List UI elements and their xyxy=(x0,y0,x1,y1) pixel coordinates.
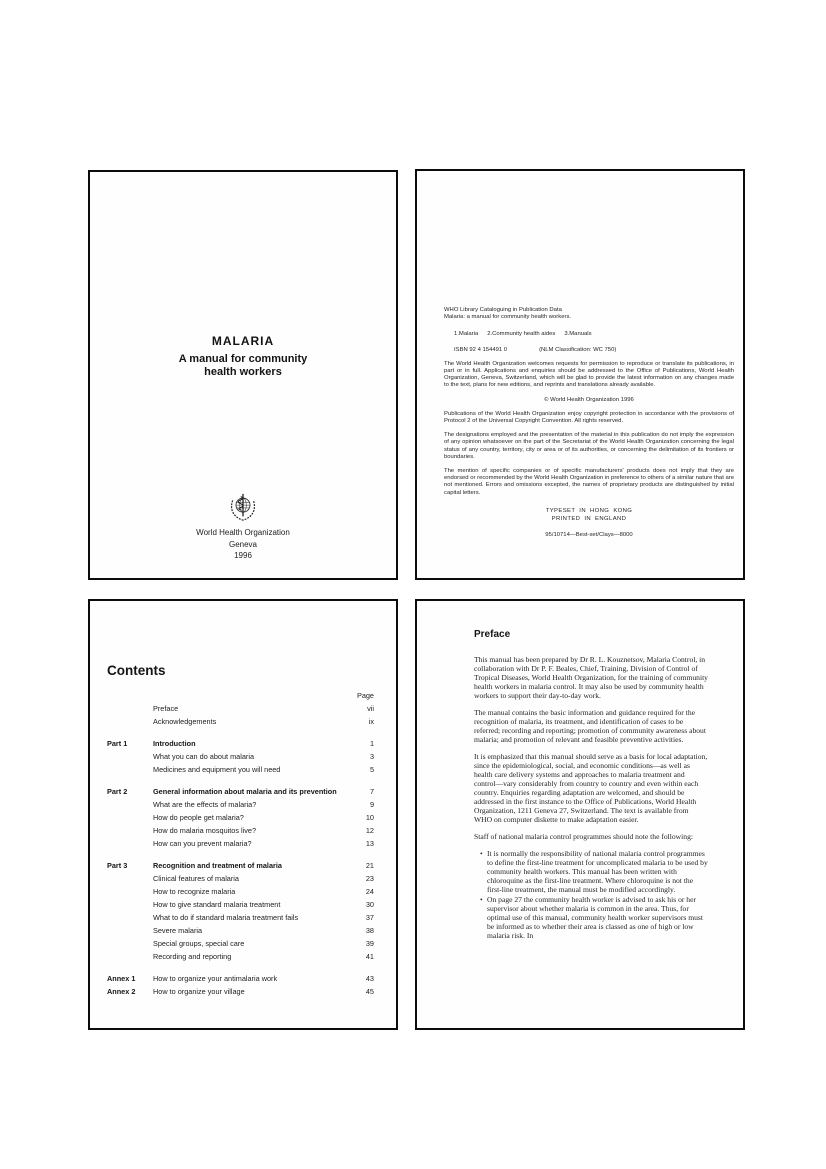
subject-2: 2.Community health aides xyxy=(487,331,556,338)
toc-page: 24 xyxy=(365,887,374,896)
cataloguing-line2: Malaria: a manual for community health workers. xyxy=(444,314,572,321)
toc-title: How to give standard malaria treatment xyxy=(153,900,281,909)
cover-subtitle-line1: A manual for community xyxy=(178,353,308,365)
bullet-text: It is normally the responsibility of national malaria control programmes to define the first-line treatment for uncomplicated malaria to be used by community health workers. This manual has been written with chloroquine as the first-line treatment. Where chloroquine is not the first-line treatment, the manual must be modified accordingly. xyxy=(487,849,708,894)
toc-row-annex xyxy=(107,972,374,985)
toc-page: 7 xyxy=(369,787,374,796)
toc-page: 23 xyxy=(365,874,374,883)
table-of-contents xyxy=(107,689,374,998)
toc-page: 5 xyxy=(369,765,374,774)
bullet-text: On page 27 the community health worker is advised to ask his or her supervisor about whether malaria is common in the area. Thus, for optimal use of this manual, community health worker supervisors must be informed as to whether their area is classed as one of high or low malaria risk. In xyxy=(487,895,703,940)
toc-page: 9 xyxy=(369,800,374,809)
typeset-line: TYPESET IN HONG KONG xyxy=(545,507,633,514)
toc-page-column-label-row xyxy=(107,689,374,702)
page-column-label: Page xyxy=(356,691,374,700)
toc-page: 45 xyxy=(365,987,374,996)
page-cover xyxy=(88,170,398,580)
toc-annex-label: Annex 2 xyxy=(107,987,136,996)
toc-row xyxy=(107,750,374,763)
toc-row xyxy=(107,911,374,924)
cover-title: MALARIA xyxy=(211,334,275,348)
cover-subtitle xyxy=(90,353,396,379)
preface-heading: Preface xyxy=(474,629,511,640)
toc-row xyxy=(107,937,374,950)
toc-title: How to organize your antimalaria work xyxy=(153,974,278,983)
who-emblem-icon xyxy=(90,492,396,524)
bullet-icon xyxy=(480,895,487,940)
printing-block xyxy=(444,507,734,523)
subject-headings xyxy=(444,331,734,338)
toc-page: 30 xyxy=(365,900,374,909)
toc-title: Special groups, special care xyxy=(153,939,245,948)
toc-title: How do malaria mosquitos live? xyxy=(153,826,257,835)
toc-page: 10 xyxy=(365,813,374,822)
imprint-city: Geneva xyxy=(228,539,258,549)
printed-line: PRINTED IN ENGLAND xyxy=(551,515,627,522)
toc-row xyxy=(107,872,374,885)
isbn-number: ISBN 92 4 154491 0 xyxy=(454,346,508,353)
page-preface xyxy=(415,599,745,1030)
page-copyright xyxy=(415,169,745,580)
toc-title: General information about malaria and its prevention xyxy=(153,787,337,796)
toc-title: Recognition and treatment of malaria xyxy=(153,861,282,870)
copyright-protection-paragraph: Publications of the World Health Organization enjoy copyright protection in accordance with the provisions of Protocol 2 of the Universal Copyright Convention. All rights reserved. xyxy=(444,410,734,425)
toc-title: What to do if standard malaria treatment fails xyxy=(153,913,299,922)
toc-page: 1 xyxy=(369,739,374,748)
toc-row xyxy=(107,702,374,715)
toc-page: ix xyxy=(368,717,374,726)
toc-row xyxy=(107,798,374,811)
toc-page: 37 xyxy=(365,913,374,922)
toc-title: Medicines and equipment you will need xyxy=(153,765,281,774)
toc-row xyxy=(107,763,374,776)
bullet-icon xyxy=(480,849,487,894)
imprint-lines xyxy=(90,527,396,562)
toc-row xyxy=(107,924,374,937)
page-contents xyxy=(88,599,398,1030)
toc-title: Preface xyxy=(153,704,179,713)
preface-paragraph-1: This manual has been prepared by Dr R. L. Kouznetsov, Malaria Control, in collaboration with Dr P. F. Beales, Chief, Training, Division of Control of Tropical Diseases, World Health Organization, for the training of community health workers in malaria control. It may also be used by community health workers to support their day-to-day work. xyxy=(474,655,708,700)
print-code: 95/10714—Best-set/Clays—8000 xyxy=(545,531,633,538)
nlm-classification: (NLM Classification: WC 750) xyxy=(539,346,617,353)
cataloguing-block xyxy=(444,307,734,321)
toc-page: 38 xyxy=(365,926,374,935)
permissions-paragraph: The World Health Organization welcomes requests for permission to reproduce or translate its publications, in part or in full. Applications and enquiries should be addressed to the Office of Publications, World Health Organization, Geneva, Switzerland, which will be glad to provide the latest information on any changes made to the text, plans for new editions, and reprints and translations already available. xyxy=(444,360,734,389)
toc-title: How to recognize malaria xyxy=(153,887,236,896)
toc-page: 41 xyxy=(365,952,374,961)
contents-heading: Contents xyxy=(107,663,166,678)
toc-row-part xyxy=(107,737,374,750)
toc-title: Acknowledgements xyxy=(153,717,217,726)
copyright-content xyxy=(444,307,734,539)
toc-title: Recording and reporting xyxy=(153,952,232,961)
toc-row-part xyxy=(107,785,374,798)
toc-page: 13 xyxy=(365,839,374,848)
imprint-publisher: World Health Organization xyxy=(196,528,290,537)
toc-part-label: Part 1 xyxy=(107,739,128,748)
toc-row xyxy=(107,824,374,837)
subject-1: 1.Malaria xyxy=(454,331,479,338)
toc-page: vii xyxy=(367,704,374,713)
cataloguing-line1: WHO Library Cataloguing in Publication Data xyxy=(444,307,562,313)
toc-page: 43 xyxy=(365,974,374,983)
toc-row xyxy=(107,898,374,911)
mention-paragraph: The mention of specific companies or of specific manufacturers' products does not imply that they are endorsed or recommended by the World Health Organization in preference to others of a similar nature that are not mentioned. Errors and omissions excepted, the names of proprietary products are distinguished by initial capital letters. xyxy=(444,468,734,496)
toc-title: Introduction xyxy=(153,739,196,748)
toc-title: Clinical features of malaria xyxy=(153,874,239,883)
preface-bullet-1 xyxy=(474,849,708,894)
toc-title: Severe malaria xyxy=(153,926,203,935)
preface-paragraph-2: The manual contains the basic information and guidance required for the recognition of malaria, its treatment, and identification of cases to be referred; recording and reporting; promotion of community awareness about malaria; and promotion of relevant and feasible preventive activities. xyxy=(474,708,706,744)
toc-page: 3 xyxy=(369,752,374,761)
toc-page: 12 xyxy=(365,826,374,835)
toc-row xyxy=(107,811,374,824)
subject-3: 3.Manuals xyxy=(564,331,592,338)
toc-part-label: Part 2 xyxy=(107,787,128,796)
designations-paragraph: The designations employed and the presentation of the material in this publication do not imply the expression of any opinion whatsoever on the part of the Secretariat of the World Health Organization concerning the legal status of any country, territory, city or area or of its authorities, or concerning the delimitation of its frontiers or boundaries. xyxy=(444,432,734,460)
toc-row xyxy=(107,885,374,898)
toc-title: How can you prevent malaria? xyxy=(153,839,252,848)
toc-annex-label: Annex 1 xyxy=(107,974,136,983)
toc-row-annex xyxy=(107,985,374,998)
toc-title: How to organize your village xyxy=(153,987,245,996)
preface-bullet-2 xyxy=(474,895,708,940)
toc-page: 21 xyxy=(365,861,374,870)
imprint-year: 1996 xyxy=(234,551,252,560)
toc-page: 39 xyxy=(365,939,374,948)
copyright-notice: © World Health Organization 1996 xyxy=(544,396,634,403)
toc-title: How do people get malaria? xyxy=(153,813,244,822)
preface-body xyxy=(474,655,708,940)
toc-title: What are the effects of malaria? xyxy=(153,800,257,809)
toc-part-label: Part 3 xyxy=(107,861,128,870)
toc-title: What you can do about malaria xyxy=(153,752,254,761)
cover-title-block xyxy=(90,334,396,379)
preface-paragraph-3: It is emphasized that this manual should serve as a basis for local adaptation, since the epidemiological, social, and economic conditions—as well as health care delivery systems and approaches to malaria treatment and control—vary considerably from country to country and even within each country. Enquiries regarding adaptation are welcomed, and should be addressed in the first instance to the Office of Publications, World Health Organization, 1211 Geneva 27, Switzerland. The text is available from WHO on computer diskette to make adaptation easier. xyxy=(474,752,708,824)
toc-row xyxy=(107,715,374,728)
toc-row-part xyxy=(107,859,374,872)
cover-imprint xyxy=(90,492,396,562)
toc-row xyxy=(107,837,374,850)
preface-paragraph-4: Staff of national malaria control programmes should note the following: xyxy=(474,832,693,841)
cover-subtitle-line2: health workers xyxy=(204,366,282,378)
isbn-row xyxy=(444,347,734,354)
toc-row xyxy=(107,950,374,963)
